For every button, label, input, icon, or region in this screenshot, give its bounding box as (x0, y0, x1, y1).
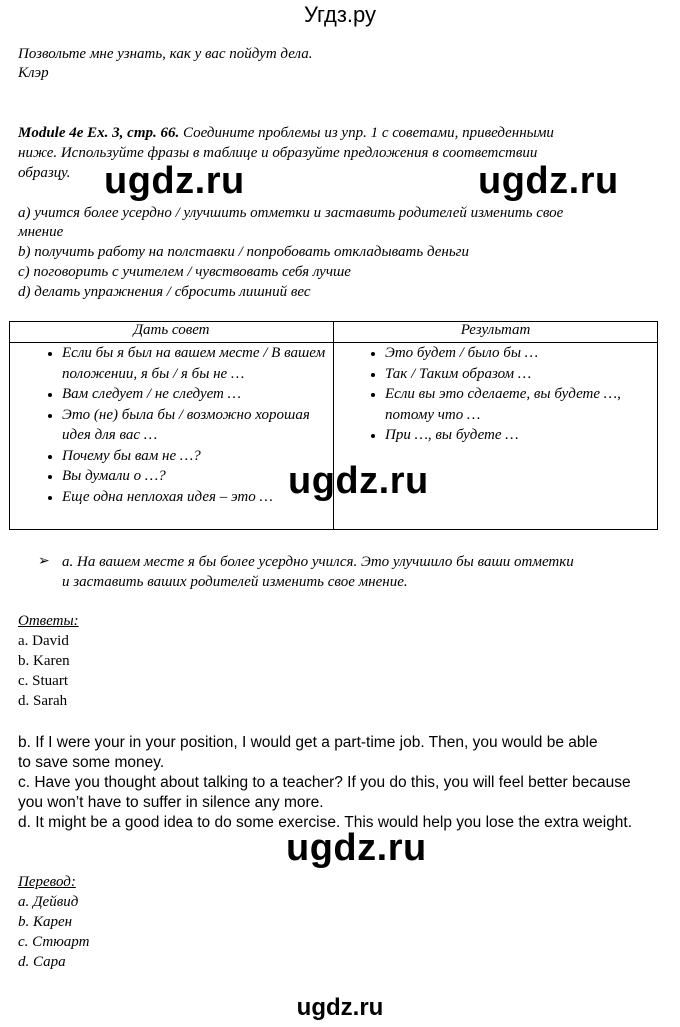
advice-item: • Еще одна неплохая идея – это … (62, 487, 327, 508)
result-item: • Так / Таким образом … (385, 364, 651, 385)
advice-item: • Если бы я был на вашем месте / В вашем положении, я бы / я бы не … (62, 343, 327, 384)
answer-item: c. Stuart (18, 673, 68, 689)
translation-item: a. Дейвид (18, 894, 79, 910)
answer-item: b. Karen (18, 653, 70, 669)
arrow-bullet-icon: ➢ (38, 554, 50, 569)
problem-line: мнение (18, 224, 64, 240)
result-item: • Это будет / было бы … (385, 343, 651, 364)
answer-item: a. David (18, 633, 69, 649)
advice-item: • Вы думали о …? (62, 466, 327, 487)
watermark: ugdz.ru (478, 160, 619, 202)
watermark: ugdz.ru (286, 827, 427, 869)
sentence-line: to save some money. (18, 754, 165, 771)
problem-line: b) получить работу на полставки / попробовать откладывать деньги (18, 244, 470, 260)
problem-line: c) поговорить с учителем / чувствовать себя лучше (18, 264, 351, 280)
task-text: Соедините проблемы из упр. 1 с советами, приведенными (183, 125, 554, 141)
task-line-2: ниже. Используйте фразы в таблице и образуйте предложения в соответствии (18, 145, 538, 161)
watermark: ugdz.ru (104, 160, 245, 202)
advice-cell (10, 343, 334, 530)
sentence-line: b. If I were your in your position, I would get a part-time job. Then, you would be able (18, 734, 598, 751)
translation-item: b. Карен (18, 914, 73, 930)
answer-item: d. Sarah (18, 693, 68, 709)
column-header-advice: Дать совет (10, 322, 334, 343)
problem-line: d) делать упражнения / сбросить лишний вес (18, 284, 311, 300)
footer-watermark: ugdz.ru (296, 994, 384, 1021)
task-line-1 (18, 123, 554, 143)
intro-line: Позвольте мне узнать, как у вас пойдут дела. (18, 46, 313, 62)
answers-heading: Ответы: (18, 613, 79, 629)
intro-signature: Клэр (18, 65, 49, 81)
result-item: • При …, вы будете … (385, 425, 651, 446)
site-title: Угдз.ру (303, 2, 377, 27)
task-reference: Module 4e Ex. 3, стр. 66. (18, 125, 180, 141)
translation-item: c. Стюарт (18, 934, 90, 950)
sentence-line: c. Have you thought about talking to a teacher? If you do this, you will feel better because (18, 774, 631, 791)
task-line-3: образцу. (18, 165, 71, 181)
column-header-result: Результат (334, 322, 658, 343)
watermark: ugdz.ru (288, 460, 429, 502)
advice-item: • Вам следует / не следует … (62, 384, 327, 405)
sentence-line: you won’t have to suffer in silence any more. (18, 794, 324, 811)
problem-line: a) учится более усердно / улучшить отметки и заставить родителей изменить свое (18, 205, 564, 221)
result-item: • Если вы это сделаете, вы будете …, потому что … (385, 384, 651, 425)
sentence-line: d. It might be a good idea to do some exercise. This would help you lose the extra weight. (18, 814, 633, 831)
translation-item: d. Сара (18, 954, 66, 970)
example-line-2: и заставить ваших родителей изменить свое мнение. (62, 574, 408, 590)
advice-item: • Это (не) была бы / возможно хорошая идея для вас … (62, 405, 327, 446)
example-line-1: a. На вашем месте я бы более усердно учился. Это улучшило бы ваши отметки (62, 554, 574, 570)
translation-heading: Перевод: (18, 874, 76, 890)
advice-item: • Почему бы вам не …? (62, 446, 327, 467)
